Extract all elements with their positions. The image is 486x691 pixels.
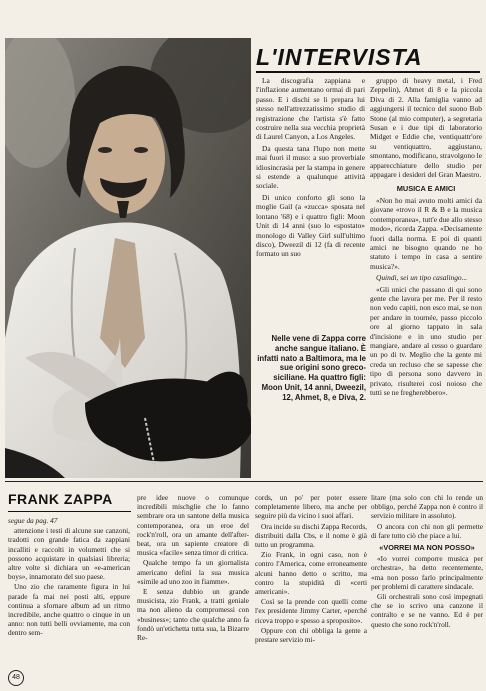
article-paragraph: Zio Frank, in ogni caso, non è contro l'America, come erroneamente alcuni hanno detto o scritto, ma contro la stupidità di «certi americani». — [255, 550, 367, 597]
intro-column-1 — [256, 76, 365, 318]
article-column-1 — [8, 516, 130, 687]
intro-paragraph: «Gli unici che passano di qui sono gente che lavora per me. Per il resto non vedo capiti, non esco mai, se non per andare in tournée, passo piccolo ore al giorno tappato in sala d'incisione e in uno studio per mangiare, andare al cesso o guardare un po di tv. Meglio che la gente mi creda un recluso che se sapesse che tipo di persona sono davvero in privato, risulterei così noioso che tutti se ne fregherebbero». — [370, 284, 482, 397]
portrait-photo — [5, 38, 251, 478]
section-divider — [5, 481, 483, 482]
intro-paragraph: Di unico conforto gli sono la moglie Gail (a «zucca» sposata nel lontano '68) e i quattro figli: Moon Unit di 14 anni (suo lo «spostato» monologo di Valley Girl sull'ultimo disco), Dweezil di 12 (fa di recente formato un suo — [256, 192, 365, 259]
article-paragraph: Qualche tempo fa un giornalista americano definì la sua musica «simile ad uno zoo in fiamme». — [137, 558, 249, 586]
article-paragraph: «Io vorrei comporre musica per orchestra», ha detto recentemente, «ma non posso farlo principalmente per problemi di carattere sindacale. — [371, 554, 483, 591]
intro-paragraph: La discografia zappiana e l'inflazione aumentano ormai di pari passo. E i dischi se li prepara lui stesso nell'attrezzatissimo studio di registrazione che l'artista s'è fatto costruire nella sua vecchia proprietà di Laurel Canyon, a Los Angeles. — [256, 76, 365, 142]
continuation-note: segue da pag. 47 — [8, 516, 58, 525]
article-column-3 — [255, 493, 367, 687]
page-number: 48 — [8, 670, 24, 686]
article-paragraph: litare (ma solo con chi lo rende un obbligo, perché Zappa non è contro il servizio militare in assoluto). — [371, 493, 483, 521]
section-title: L'INTERVISTA — [256, 44, 423, 70]
article-paragraph: Ora incide su dischi Zappa Records, distribuiti dalla Cbs, e il nome è già tutto un programma. — [255, 521, 367, 550]
article-paragraph: Oppure con chi obbliga la gente a prestare servizio mi- — [255, 625, 367, 645]
article-paragraph: Uno zio che raramente figura in lui parade fa mai nei posti alti, eppure continua a sfornare album ad un ritmo incredibile, anche quattro o cinque in un anno: non tutti belli ovviamente, ma con dentro sem- — [8, 582, 130, 638]
article-paragraph: cords, un po' per poter essere completamente libero, ma anche per seguire più da vicino i suoi affari. — [255, 493, 367, 521]
photo-illustration — [5, 38, 251, 478]
article-paragraph: Gli orchestrali sono così impegnati che se io scrivo una canzone il contralto e se ne vanno. Ed è per questo che sono rock'n'roll. — [371, 592, 483, 629]
subheading: «VORREI MA NON POSSO» — [379, 543, 475, 553]
article-paragraph: O ancora con chi non gli permette di fare tutto ciò che piace a lui. — [371, 521, 483, 540]
byline-name: FRANK ZAPPA — [8, 491, 113, 507]
intro-paragraph: gruppo di heavy metal, i Fred Zeppelin), Ahmet di 8 e la piccola Diva di 2. Alla famiglia vanno ad aggiungersi il tecnico del suono Bob Stone (al mio computer), a segretaria Susan e i due tipi di laboratorio Midget e Eddie che, ventiquattr'ore su ventiquattro, aggiustano, smontano, modificano, stravolgono le apparecchiature dello studio per appagare i desideri del Gran Maestro. — [370, 76, 482, 180]
article-paragraph: Così se la prende con quelli come l'ex presidente Jimmy Carter, «perché riceva troppo e spesso a sproposito». — [255, 597, 367, 625]
article-paragraph: pre idee nuove o comunque incredibili mischglie che lo fanno sembrare ora un santone della musica contemporanea, ora un eroe del rock'n'roll, ora un amante dell'after-beat, ora un sapiente creatore di musica «facile» senza timor di critica. — [137, 493, 249, 558]
intro-paragraph: Da questa tana l'lupo non mette mai fuori il muso: a suo proverbiale idiosincrasia per la stampa in genere si estende a qualunque attività sociale. — [256, 143, 365, 191]
article-paragraph: E senza dubbio un grande musicista, zio Frank, a tratti geniale ma non alieno da compromessi con «business»; tanto che qualche anno fa fondò un'etichetta tutta sua, la Bizarre Re- — [137, 587, 249, 643]
byline-rule — [8, 511, 131, 512]
article-column-4 — [371, 493, 483, 687]
article-paragraph: attenzione i testi di alcune sue canzoni, tradotti con grande fatica da zappiani incalliti e raccolti in volumetti che si possono acquistare in qualsiasi libreria; altre volte si dichiara un «e-american boys», innamorato del suo paese. — [8, 526, 130, 582]
article-column-2 — [137, 493, 249, 687]
photo-caption: Nelle vene di Zappa corre anche sangue italiano. È infatti nato a Baltimora, ma le sue origini sono greco-siciliane. Ha quattro figli: Moon Unit, 14 anni, Dweezil, 12, Ahmet, 8, e Diva, 2. — [257, 334, 366, 402]
subheading: MUSICA E AMICI — [396, 184, 456, 194]
intro-column-2 — [370, 76, 482, 478]
question: Quindi, sei un tipo casalingo... — [376, 273, 468, 283]
intro-paragraph: «Non ho mai avuto molti amici da giovane «trovo il R & B e la musica contemporanea», tutt'e due allo stesso modo», ricorda Zappa. «Decisamente fuori dalla norma. E poi di quanti amici ne bisogno quando ne ho statuto i tempo in casa a sentire musica?». — [370, 195, 482, 271]
title-rule — [256, 71, 480, 73]
